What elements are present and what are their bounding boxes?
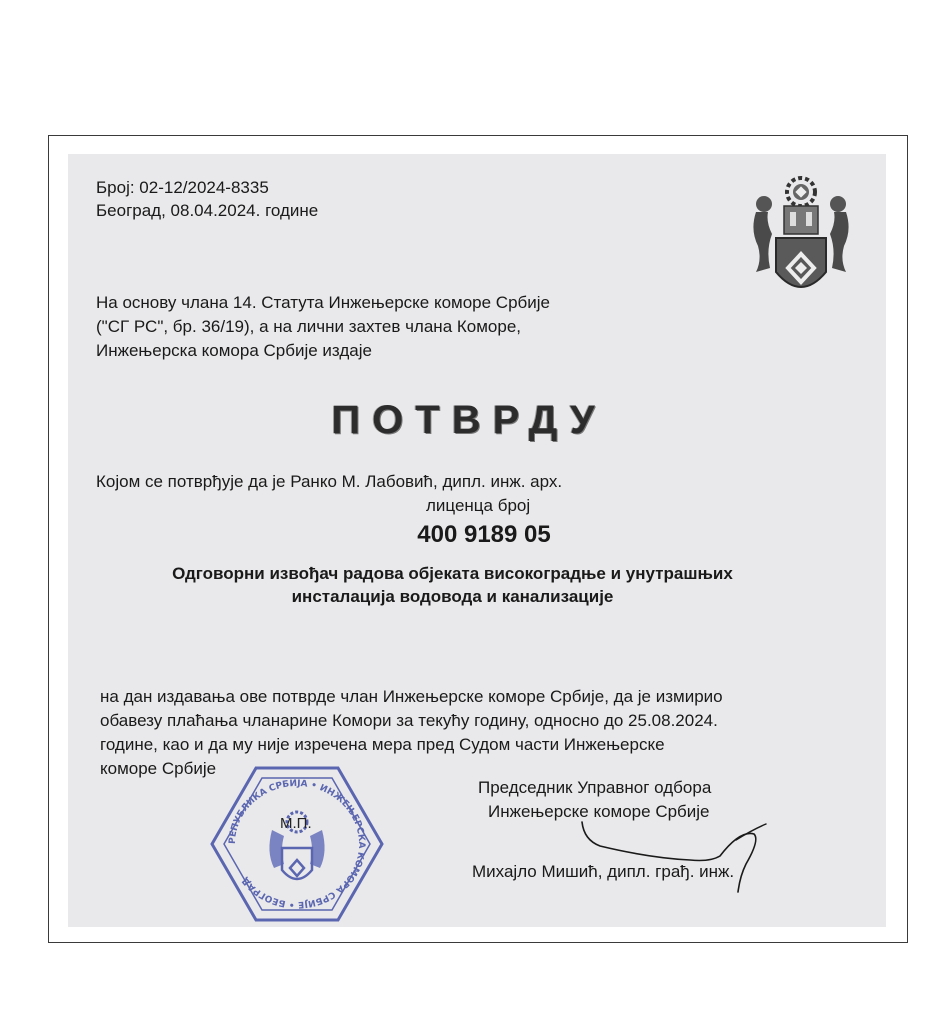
intro-line-3: Инжењерска комора Србије издаје (96, 341, 372, 360)
confirmation-line: Којом се потврђује да је Ранко М. Лабовић, дипл. инж. арх. (96, 472, 563, 491)
body-line-3: године, као и да му није изречена мера пред Судом части Инжењерске (100, 735, 665, 754)
handwritten-signature (540, 800, 780, 900)
svg-text:РЕПУБЛИКА СРБИЈА • ИНЖЕЊЕРСКА (228, 779, 366, 909)
license-number: 400 9189 05 (417, 521, 551, 548)
signatory-name: Михајло Мишић, дипл. грађ. инж. (472, 862, 735, 881)
role-line-2: инсталација водовода и канализације (291, 587, 614, 606)
signatory-title-line-1: Председник Управног одбора (478, 778, 712, 797)
intro-line-1: На основу члана 14. Статута Инжењерске коморе Србије (96, 293, 551, 312)
stamp-mp-label: М.П. (280, 815, 312, 832)
official-stamp (208, 764, 386, 924)
signatory-title-line-2: Инжењерске коморе Србије (488, 802, 710, 821)
document-title: ПОТВРДУ (331, 398, 607, 442)
chamber-crest-logo (748, 172, 854, 308)
license-label: лиценца број (426, 496, 531, 515)
place-and-date: Београд, 08.04.2024. године (96, 201, 319, 220)
document-number: Број: 02-12/2024-8335 (96, 178, 269, 197)
body-line-4: коморе Србије (100, 759, 217, 778)
body-line-1: на дан издавања ове потврде члан Инжењерске коморе Србије, да је измирио (100, 687, 723, 706)
stamp-ring-text: РЕПУБЛИКА СРБИЈА • ИНЖЕЊЕРСКА КОМОРА СРБИЈЕ • БЕОГРАД (227, 778, 367, 910)
role-line-1: Одговорни извођач радова објеката високоградње и унутрашњих (172, 564, 733, 583)
body-line-2: обавезу плаћања чланарине Комори за текућу годину, односно до 25.08.2024. (100, 711, 718, 730)
intro-line-2: ("СГ РС", бр. 36/19), а на лични захтев члана Коморе, (96, 317, 522, 336)
